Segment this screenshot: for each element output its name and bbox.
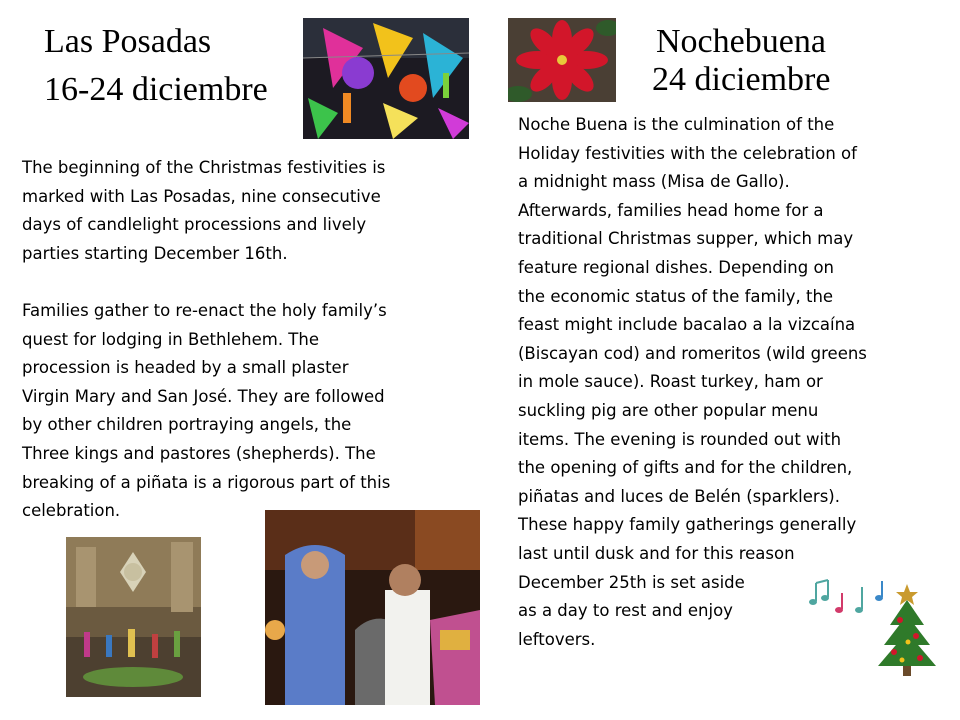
las-posadas-title: Las Posadas (44, 23, 212, 60)
nochebuena-paragraph: Noche Buena is the culmination of the Holiday festivities with the celebration of a midnight mass (Misa de Gallo). Afterwards, families head home for a traditional Christmas supper, which may feature regional dishes. Depending on the economic status of the family, the feast might include bacalao a la vizcaína (Biscayan cod) and romeritos (wild greens in mole sauce). Roast turkey, ham or suckling pig are other popular menu items. The evening is rounded out with the opening of gifts and for the children, piñatas and luces de Belén (sparklers). These happy family gatherings generally last until dusk and for this reason December 25th is set aside as a day to rest and enjoy leftovers. (518, 115, 867, 649)
nochebuena-title: Nochebuena (656, 23, 826, 60)
las-posadas-detail-paragraph: Families gather to re-enact the holy family’s quest for lodging in Bethlehem. The procession is headed by a small plaster Virgin Mary and San José. They are followed by other children portraying angels, the Three kings and pastores (shepherds). The breaking of a piñata is a rigorous part of this celebration. (22, 301, 391, 521)
pinatas-photo (303, 18, 469, 139)
nativity-scene-photo (66, 537, 201, 697)
las-posadas-intro-paragraph: The beginning of the Christmas festivities is marked with Las Posadas, nine consecutive days of candlelight processions and lively parties starting December 16th. (22, 158, 386, 263)
nochebuena-dates: 24 diciembre (652, 61, 831, 98)
christmas-tree-icon (872, 580, 942, 680)
procession-photo (265, 510, 480, 705)
las-posadas-dates: 16-24 diciembre (44, 71, 268, 108)
poinsettia-photo (508, 18, 616, 102)
